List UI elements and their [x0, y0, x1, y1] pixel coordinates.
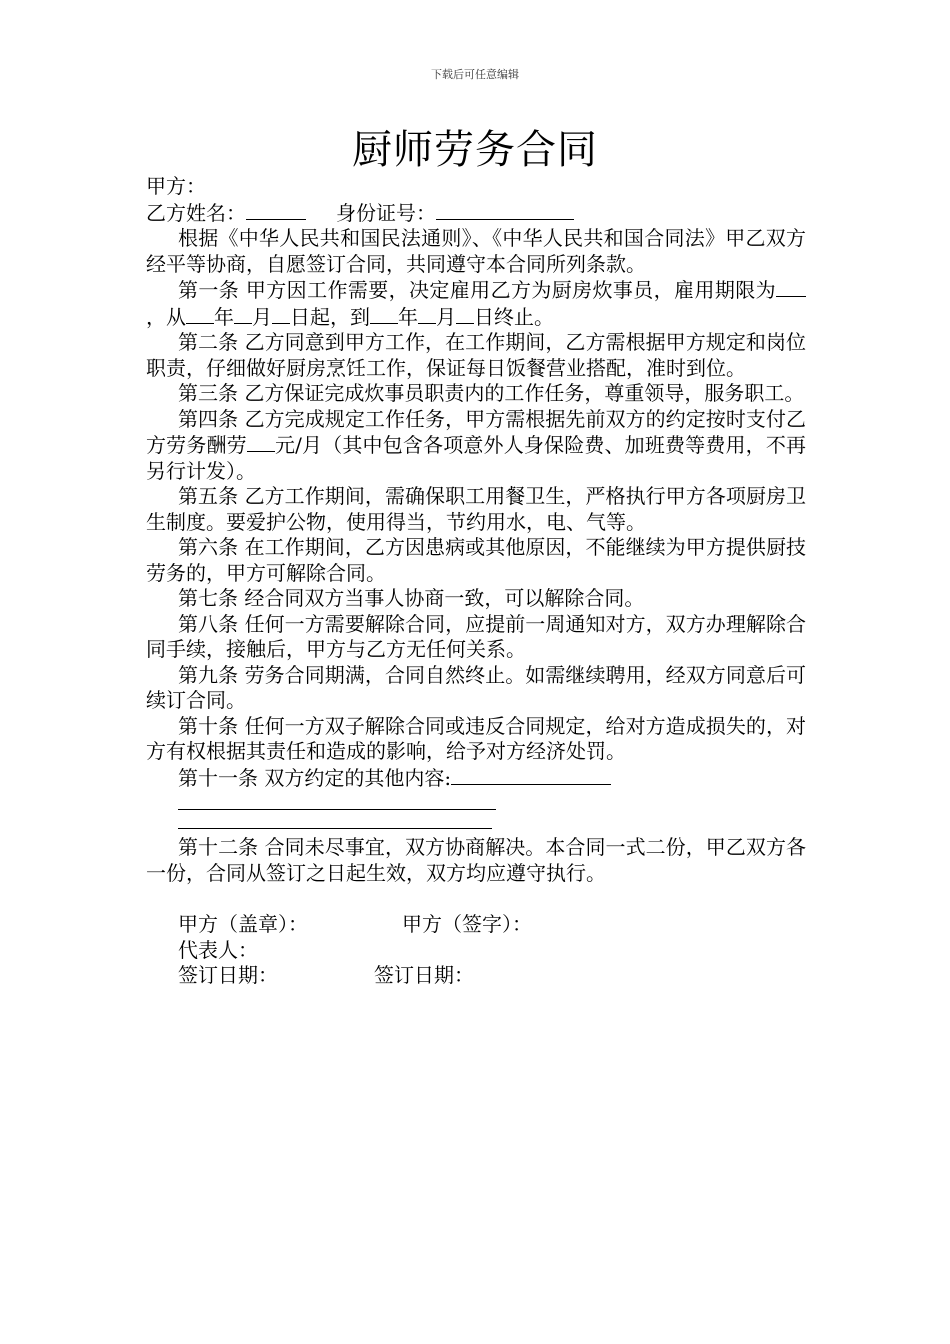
party-a-label: 甲方： — [146, 174, 206, 198]
signature-row-1 — [146, 912, 806, 938]
article-1-text-h: 日终止。 — [474, 304, 554, 329]
article-1-text-a: 第一条 甲方因工作需要，决定雇用乙方为厨房炊事员，雇用期限为 — [178, 278, 776, 302]
signature-spacer — [146, 886, 806, 912]
start-year-field[interactable] — [186, 304, 214, 324]
start-day-field[interactable] — [272, 304, 290, 324]
party-b-id-field[interactable] — [436, 200, 574, 220]
end-month-field[interactable] — [418, 304, 436, 324]
intro-paragraph: 根据《中华人民共和国民法通则》、《中华人民共和国合同法》甲乙双方经平等协商，自愿签订合同，共同遵守本合同所列条款。 — [146, 226, 806, 276]
article-1-text-b: ，从 — [146, 304, 186, 329]
party-b-id-label: 身份证号： — [336, 200, 436, 225]
article-2: 第二条 乙方同意到甲方工作，在工作期间，乙方需根据甲方规定和岗位职责，仔细做好厨房烹饪工作，保证每日饭餐营业搭配，准时到位。 — [146, 330, 806, 380]
article-5: 第五条 乙方工作期间，需确保职工用餐卫生，严格执行甲方各项厨房卫生制度。要爱护公物，使用得当，节约用水，电、气等。 — [146, 484, 806, 534]
other-terms-line-1[interactable] — [178, 791, 496, 810]
article-3: 第三条 乙方保证完成炊事员职责内的工作任务，尊重领导，服务职工。 — [178, 381, 805, 405]
start-month-field[interactable] — [234, 304, 252, 324]
seal-label: 甲方（盖章）： — [178, 912, 308, 936]
article-1-text-g: 月 — [436, 304, 456, 329]
article-4 — [146, 407, 806, 485]
party-b-name-label: 乙方姓名： — [146, 200, 246, 225]
term-length-field[interactable] — [776, 277, 806, 297]
sign-label: 甲方（签字）： — [402, 912, 532, 936]
article-12: 第十二条 合同未尽事宜，双方协商解决。本合同一式二份，甲乙双方各一份，合同从签订之日起生效，双方均应遵守执行。 — [146, 835, 806, 885]
end-year-field[interactable] — [370, 304, 398, 324]
document-title: 厨师劳务合同 — [352, 127, 598, 173]
party-b-name-field[interactable] — [246, 200, 306, 220]
article-6: 第六条 在工作期间，乙方因患病或其他原因，不能继续为甲方提供厨技劳务的，甲方可解除合同。 — [146, 535, 806, 585]
signature-row-3 — [146, 963, 806, 989]
date-label-party-a: 签订日期： — [178, 963, 278, 987]
article-10: 第十条 任何一方双子解除合同或违反合同规定，给对方造成损失的，对方有权根据其责任和造成的影响，给予对方经济处罚。 — [146, 713, 806, 763]
article-1-text-f: 年 — [398, 304, 418, 329]
article-4-text-b: 元/月（其中包含各项意外人身保险费、加班费等费用，不再另行计发）。 — [146, 433, 806, 483]
article-9: 第九条 劳务合同期满，合同自然终止。如需继续聘用，经双方同意后可续订合同。 — [146, 662, 806, 712]
article-1-text-e: 日起，到 — [290, 304, 370, 329]
header-note: 下载后可任意编辑 — [431, 68, 519, 81]
party-b-row — [146, 200, 806, 227]
representative-label: 代表人： — [178, 937, 258, 962]
article-4-text-a: 第四条 乙方完成规定工作任务，甲方需根据先前双方的约定按时支付乙方劳务酬劳 — [146, 406, 806, 457]
other-terms-line-2[interactable] — [178, 810, 492, 829]
signature-row-2 — [146, 938, 806, 964]
article-1 — [146, 277, 806, 330]
salary-field[interactable] — [247, 432, 275, 452]
article-1-text-d: 月 — [252, 304, 272, 329]
contract-body — [146, 174, 806, 989]
article-8: 第八条 任何一方需要解除合同，应提前一周通知对方，双方办理解除合同手续，接触后，甲方与乙方无任何关系。 — [146, 611, 806, 661]
article-1-text-c: 年 — [214, 304, 234, 329]
article-7: 第七条 经合同双方当事人协商一致，可以解除合同。 — [178, 586, 645, 610]
other-terms-field[interactable] — [451, 765, 611, 785]
article-11-text: 第十一条 双方约定的其他内容: — [178, 765, 452, 790]
article-11 — [146, 765, 806, 792]
date-label-party-b: 签订日期： — [374, 963, 474, 987]
end-day-field[interactable] — [456, 304, 474, 324]
